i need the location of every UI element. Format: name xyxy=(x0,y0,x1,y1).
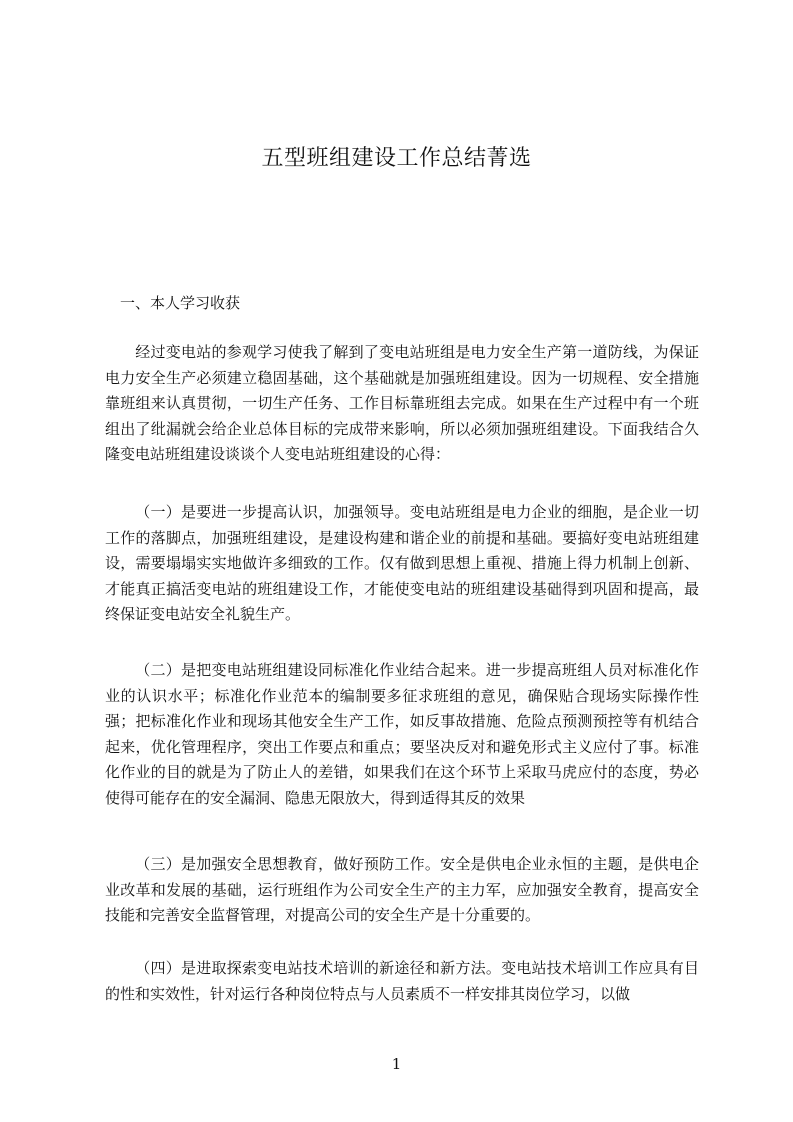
paragraph-4-text: （三）是加强安全思想教育，做好预防工作。安全是供电企业永恒的主题，是供电企业改革和发展的基础，运行班组作为公司安全生产的主力军，应加强安全教育，提高安全技能和完善安全监督管理，对提高公司的安全生产是十分重要的。 xyxy=(105,855,699,924)
paragraph-5-text: （四）是进取探索变电站技术培训的新途径和新方法。变电站技术培训工作应具有目的性和实效性，针对运行各种岗位特点与人员素质不一样安排其岗位学习，以做 xyxy=(105,959,699,1003)
document-title: 五型班组建设工作总结菁选 xyxy=(261,146,532,171)
paragraph-1-text: 经过变电站的参观学习使我了解到了变电站班组是电力安全生产第一道防线，为保证电力安全生产必须建立稳固基础，这个基础就是加强班组建设。因为一切规程、安全措施靠班组来认真贯彻，一切生产任务、工作目标靠班组去完成。如果在生产过程中有一个班组出了纰漏就会给企业总体目标的完成带来影响，所以必须加强班组建设。下面我结合久隆变电站班组建设谈谈个人变电站班组建设的心得： xyxy=(105,343,699,463)
section-heading: 一、本人学习收获 xyxy=(120,294,241,312)
page-number: 1 xyxy=(391,1055,402,1073)
paragraph-2-text: （一）是要进一步提高认识，加强领导。变电站班组是电力企业的细胞，是企业一切工作的落脚点，加强班组建设，是建设构建和谐企业的前提和基础。要搞好变电站班组建设，需要塌塌实实地做许多细致的工作。仅有做到思想上重视、措施上得力机制上创新、才能真正搞活变电站的班组建设工作，才能使变电站的班组建设基础得到巩固和提高，最终保证变电站安全礼貌生产。 xyxy=(105,503,699,623)
paragraph-5 xyxy=(105,956,699,1007)
paragraph-3-text: （二）是把变电站班组建设同标准化作业结合起来。进一步提高班组人员对标准化作业的认识水平；标准化作业范本的编制要多征求班组的意见，确保贴合现场实际操作性强；把标准化作业和现场其他安全生产工作，如反事故措施、危险点预测预控等有机结合起来，优化管理程序，突出工作要点和重点；要坚决反对和避免形式主义应付了事。标准化作业的目的就是为了防止人的差错，如果我们在这个环节上采取马虎应付的态度，势必使得可能存在的安全漏洞、隐患无限放大，得到适得其反的效果 xyxy=(105,661,699,807)
paragraph-2 xyxy=(105,500,699,628)
paragraph-1 xyxy=(105,340,699,468)
paragraph-3 xyxy=(105,658,699,811)
paragraph-4 xyxy=(105,852,699,929)
